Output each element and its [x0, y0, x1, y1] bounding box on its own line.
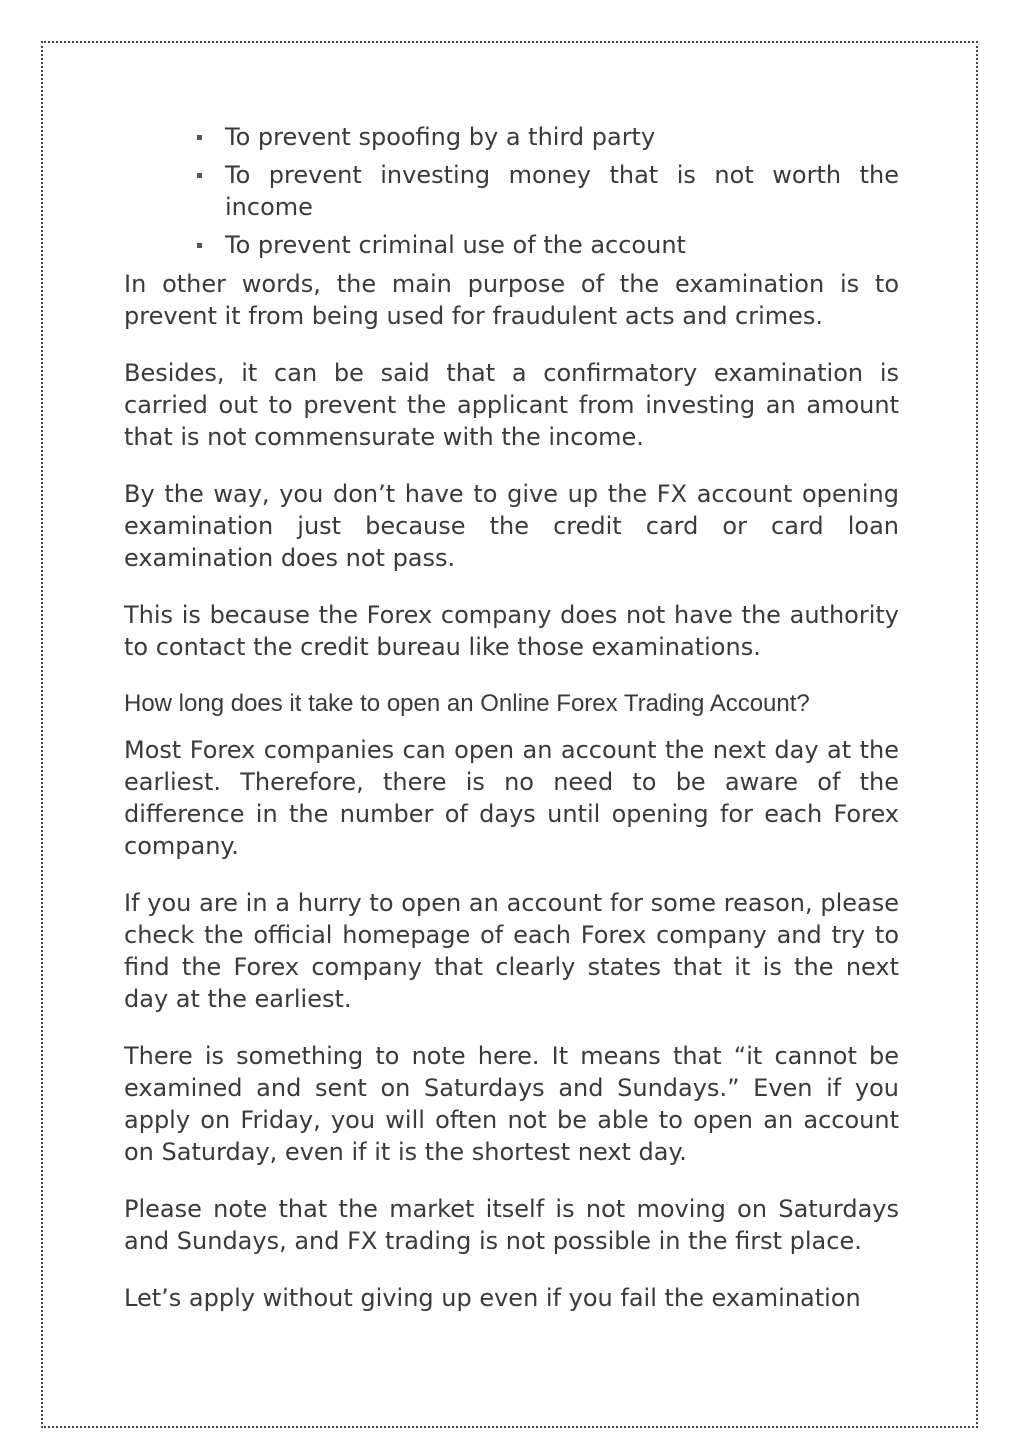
document-body	[124, 121, 899, 1314]
list-item-text: To prevent criminal use of the account	[225, 231, 686, 259]
paragraph-apply: Let’s apply without giving up even if you fail the examination	[124, 1284, 861, 1312]
paragraph-next-day: Most Forex companies can open an account the next day at the earliest. Therefore, there is no need to be aware of the difference in the number of days until opening for each Forex company.	[124, 736, 899, 860]
bullet-list	[124, 121, 899, 261]
list-item	[225, 121, 899, 153]
list-item	[225, 159, 899, 223]
paragraph-weekend-note: There is something to note here. It means that “it cannot be examined and sent on Saturdays and Sundays.” Even if you apply on Friday, you will often not be able to open an account on Saturday, even if it is the shortest next day.	[124, 1042, 899, 1166]
bullet-square-icon	[197, 173, 202, 178]
list-item-text: To prevent investing money that is not worth the income	[225, 161, 899, 221]
paragraph-hurry: If you are in a hurry to open an account for some reason, please check the official homepage of each Forex company and try to find the Forex company that clearly states that it is the next day at the earliest.	[124, 889, 899, 1013]
paragraph-authority: This is because the Forex company does not have the authority to contact the credit bureau like those examinations.	[124, 601, 899, 661]
section-heading: How long does it take to open an Online Forex Trading Account?	[124, 690, 810, 717]
paragraph-market-closed: Please note that the market itself is not moving on Saturdays and Sundays, and FX trading is not possible in the first place.	[124, 1195, 899, 1255]
paragraph-credit-card: By the way, you don’t have to give up the FX account opening examination just because the credit card or card loan examination does not pass.	[124, 480, 899, 572]
paragraph-confirmatory: Besides, it can be said that a confirmatory examination is carried out to prevent the applicant from investing an amount that is not commensurate with the income.	[124, 359, 899, 451]
list-item	[225, 229, 899, 261]
bullet-square-icon	[197, 135, 202, 140]
paragraph-purpose: In other words, the main purpose of the examination is to prevent it from being used for fraudulent acts and crimes.	[124, 270, 899, 330]
list-item-text: To prevent spoofing by a third party	[225, 123, 656, 151]
bullet-square-icon	[197, 243, 202, 248]
